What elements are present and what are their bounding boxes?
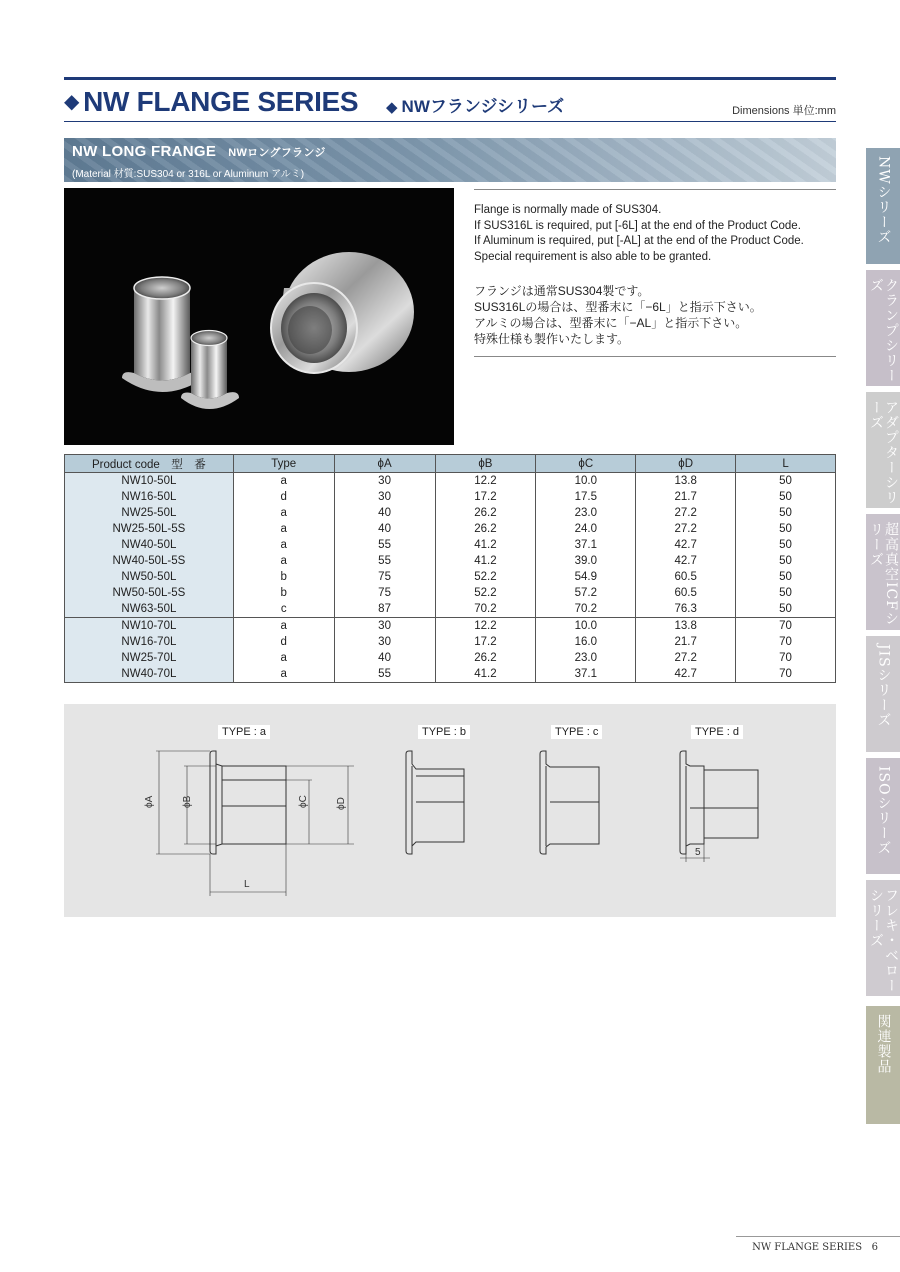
description-line-jp: 特殊仕様も製作いたします。 [474,332,630,346]
table-cell: 27.2 [636,650,736,666]
table-cell: 41.2 [435,666,536,683]
diagram-drawings [64,704,836,917]
table-cell: c [233,601,334,618]
table-cell: 50 [736,601,836,618]
table-cell: 87 [334,601,435,618]
table-cell: 60.5 [636,585,736,601]
dim-5-label: 5 [695,847,701,858]
table-cell: 50 [736,537,836,553]
description-line-jp: アルミの場合は、型番末に「−AL」と指示下さい。 [474,316,748,330]
table-cell: 10.0 [536,473,636,490]
description-line-jp: フランジは通常SUS304製です。 [474,284,650,298]
description-line: If SUS316L is required, put [-6L] at the end of the Product Code. [474,219,801,232]
product-code-cell: NW40-50L-5S [65,553,234,569]
table-cell: d [233,489,334,505]
table-cell: b [233,569,334,585]
table-cell: 21.7 [636,634,736,650]
table-cell: 24.0 [536,521,636,537]
table-cell: 55 [334,666,435,683]
table-cell: 37.1 [536,666,636,683]
table-cell: 50 [736,569,836,585]
table-cell: 23.0 [536,650,636,666]
bullet-icon: ◆ [64,91,80,113]
side-tab-label: 関連製品 [875,1014,892,1074]
description-bottom-rule [474,356,836,357]
table-cell: a [233,553,334,569]
type-b-drawing [406,751,464,854]
table-row [65,585,836,601]
table-cell: 50 [736,521,836,537]
table-cell: 39.0 [536,553,636,569]
flange-photo-illustration [64,188,454,445]
table-cell: 13.8 [636,618,736,635]
title-underline [64,121,836,122]
column-header-a: ϕA [334,455,435,473]
table-cell: 30 [334,618,435,635]
table-cell: 40 [334,521,435,537]
product-code-cell: NW50-50L-5S [65,585,234,601]
page-title-jp-text: NWフランジシリーズ [401,97,565,116]
side-tab-label: JISシリーズ [875,644,892,728]
side-tab-nw-series[interactable] [866,148,900,264]
type-b-label: TYPE : b [418,725,470,739]
table-cell: 40 [334,650,435,666]
column-header-d: ϕD [636,455,736,473]
table-cell: 26.2 [435,521,536,537]
footer-series: NW FLANGE SERIES [752,1242,863,1253]
table-cell: 70 [736,650,836,666]
table-cell: a [233,666,334,683]
product-code-cell: NW16-70L [65,634,234,650]
table-cell: 52.2 [435,569,536,585]
table-cell: 76.3 [636,601,736,618]
table-cell: 30 [334,489,435,505]
table-cell: 50 [736,585,836,601]
table-cell: 30 [334,473,435,490]
description-line-jp: SUS316Lの場合は、型番末に「−6L」と指示下さい。 [474,300,762,314]
table-cell: 12.2 [435,473,536,490]
description-line: Special requirement is also able to be granted. [474,250,712,263]
table-cell: 10.0 [536,618,636,635]
table-cell: 17.5 [536,489,636,505]
table-cell: 50 [736,553,836,569]
footer-rule [736,1236,900,1237]
table-cell: 75 [334,585,435,601]
side-tab-flex-bellows-series[interactable] [866,880,900,996]
table-row [65,489,836,505]
type-c-drawing [540,751,599,854]
product-code-cell: NW25-70L [65,650,234,666]
table-cell: 42.7 [636,553,736,569]
table-cell: a [233,650,334,666]
dim-d-label: ϕD [336,797,347,810]
description-top-rule [474,189,836,190]
product-code-cell: NW50-50L [65,569,234,585]
table-cell: 57.2 [536,585,636,601]
table-cell: d [233,634,334,650]
type-a-drawing [156,751,354,896]
type-d-label: TYPE : d [691,725,743,739]
dimensions-note: Dimensions 単位:mm [732,105,836,117]
product-code-cell: NW63-50L [65,601,234,618]
table-cell: a [233,473,334,490]
page-footer [752,1242,878,1253]
product-code-cell: NW25-50L-5S [65,521,234,537]
table-row [65,666,836,683]
side-tab-label: クランプシリーズ [868,278,899,383]
dim-b-label: ϕB [182,795,193,808]
table-cell: 21.7 [636,489,736,505]
table-row [65,569,836,585]
column-header-product-code: Product code 型 番 [65,455,234,473]
side-tab-label: アダプターシリーズ [868,400,899,505]
product-code-cell: NW40-50L [65,537,234,553]
table-row [65,473,836,490]
table-cell: a [233,521,334,537]
table-row [65,601,836,618]
product-code-cell: NW40-70L [65,666,234,683]
column-header-c: ϕC [536,455,636,473]
table-header-row [65,455,836,473]
table-cell: 55 [334,553,435,569]
product-code-cell: NW25-50L [65,505,234,521]
table-cell: 75 [334,569,435,585]
description-line: Flange is normally made of SUS304. [474,204,662,216]
section-title-text: NW LONG FRANGE [72,143,217,160]
table-cell: 70.2 [435,601,536,618]
description-english [474,203,844,265]
side-tab-clamp-series[interactable] [866,270,900,386]
description-japanese [474,283,844,347]
product-photo [64,188,454,445]
page-title [64,86,358,118]
side-tab-jis-series[interactable] [866,636,900,752]
table-body [65,473,836,683]
type-c-label: TYPE : c [551,725,602,739]
page-title-text: NW FLANGE SERIES [83,86,359,117]
type-d-drawing [680,751,758,862]
page-header [64,86,836,118]
material-note: (Material 材質:SUS304 or 316L or Aluminum アルミ) [72,169,305,180]
column-header-b: ϕB [435,455,536,473]
table-cell: 26.2 [435,650,536,666]
table-row [65,618,836,635]
table-cell: 27.2 [636,505,736,521]
table-cell: 55 [334,537,435,553]
table-cell: 37.1 [536,537,636,553]
side-tab-related-products[interactable] [866,1006,900,1124]
table-cell: 70.2 [536,601,636,618]
table-cell: 26.2 [435,505,536,521]
page-number: 6 [871,1242,878,1253]
table-row [65,537,836,553]
table-cell: a [233,618,334,635]
table-cell: 30 [334,634,435,650]
side-tab-iso-series[interactable] [866,758,900,874]
type-diagrams [64,704,836,917]
table-row [65,650,836,666]
table-cell: 70 [736,666,836,683]
side-tab-label: 超高真空ICFシリーズ [868,522,899,626]
table-cell: 54.9 [536,569,636,585]
table-cell: 13.8 [636,473,736,490]
spec-table [64,454,836,683]
table-cell: 12.2 [435,618,536,635]
table-cell: 17.2 [435,634,536,650]
table-cell: 52.2 [435,585,536,601]
table-cell: 41.2 [435,537,536,553]
side-tab-icf-series[interactable] [866,514,900,630]
table-cell: 70 [736,634,836,650]
description-line: If Aluminum is required, put [-AL] at the end of the Product Code. [474,235,804,247]
table-cell: 70 [736,618,836,635]
type-a-label: TYPE : a [218,725,270,739]
table-cell: 17.2 [435,489,536,505]
product-code-cell: NW10-50L [65,473,234,490]
side-tab-adapter-series[interactable] [866,392,900,508]
dim-c-label: ϕC [298,795,309,808]
column-header-type: Type [233,455,334,473]
table-cell: 60.5 [636,569,736,585]
table-cell: 42.7 [636,537,736,553]
table-row [65,634,836,650]
side-tab-label: NWシリーズ [875,156,892,245]
table-cell: b [233,585,334,601]
table-cell: a [233,537,334,553]
product-code-cell: NW10-70L [65,618,234,635]
table-cell: 16.0 [536,634,636,650]
table-cell: 27.2 [636,521,736,537]
section-title-jp: NWロングフランジ [228,147,326,159]
product-code-cell: NW16-50L [65,489,234,505]
table-cell: 50 [736,489,836,505]
section-title [72,143,326,160]
table-cell: 40 [334,505,435,521]
table-row [65,553,836,569]
section-banner [64,138,836,182]
table-cell: 50 [736,505,836,521]
table-cell: 42.7 [636,666,736,683]
side-tab-label: フレキ・ベローシリーズ [868,888,899,993]
dim-a-label: ϕA [144,795,155,808]
dim-l-label: L [244,879,250,890]
table-cell: 50 [736,473,836,490]
bullet-icon: ◆ [386,99,398,116]
table-cell: a [233,505,334,521]
column-header-l: L [736,455,836,473]
top-rule [64,77,836,80]
table-cell: 23.0 [536,505,636,521]
table-row [65,521,836,537]
page-title-jp [386,92,564,117]
side-tab-label: ISOシリーズ [875,766,892,856]
table-cell: 41.2 [435,553,536,569]
table-row [65,505,836,521]
